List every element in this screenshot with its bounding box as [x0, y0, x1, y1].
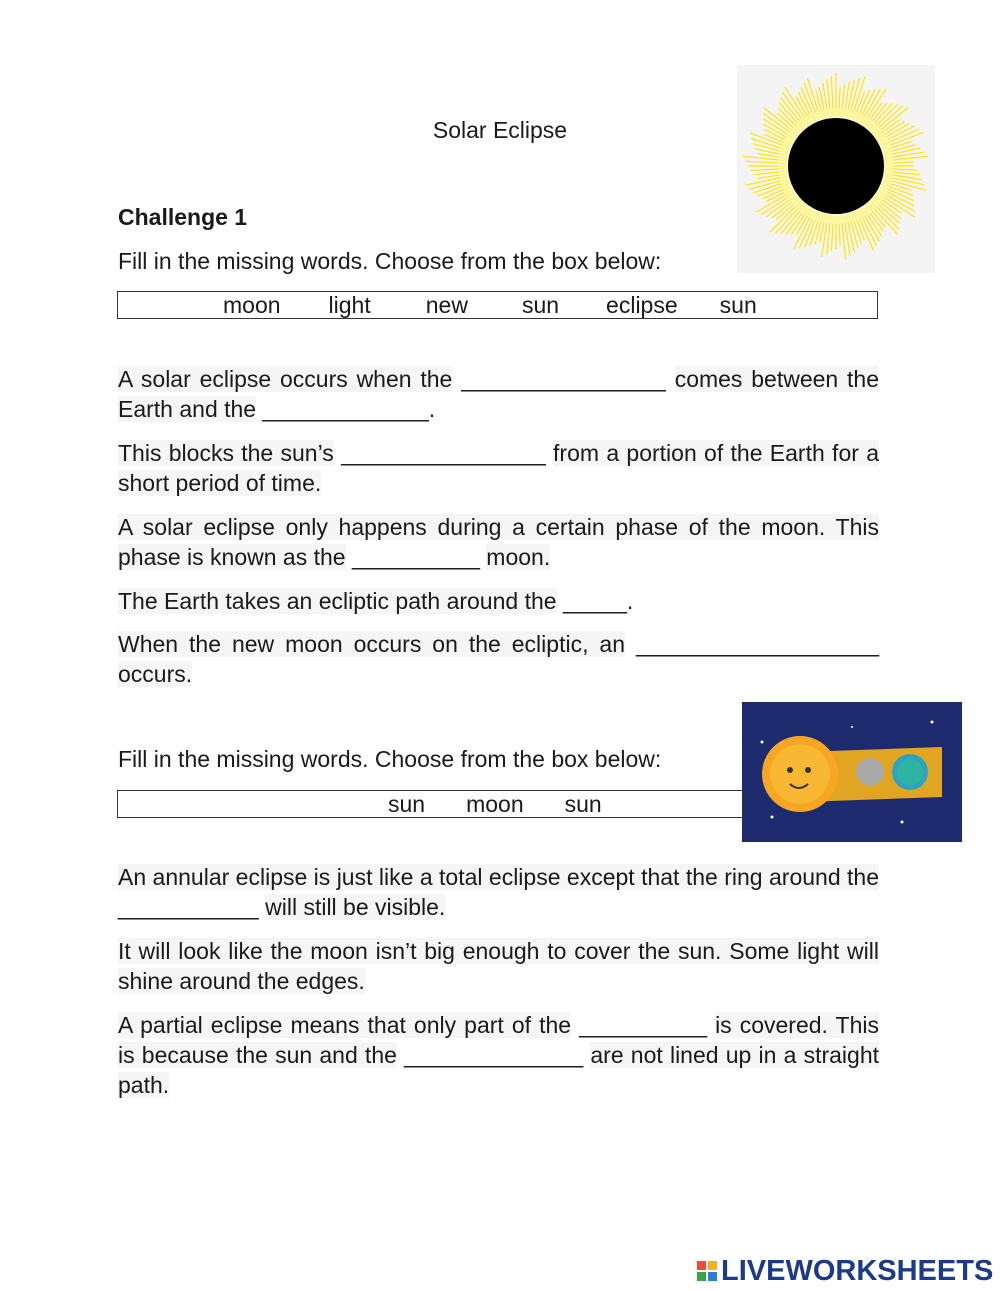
text: . [428, 396, 436, 422]
word-bank-item[interactable]: new [425, 291, 468, 318]
paragraph-2 [118, 438, 879, 498]
word-bank-item[interactable]: moon [223, 291, 281, 318]
text: will still be visible. [265, 894, 446, 920]
word-bank-2 [117, 790, 743, 818]
text: A solar eclipse only happens during a certain phase of the moon. This phase is known as the [118, 514, 879, 570]
word-bank-item[interactable]: sun [388, 790, 426, 817]
word-bank-1 [117, 291, 878, 319]
instruction-2: Fill in the missing words. Choose from the box below: [118, 746, 662, 772]
paragraph-8 [118, 1010, 879, 1100]
answer-blank[interactable]: __________ [579, 1012, 708, 1038]
paragraph-4 [118, 586, 879, 616]
text: . [626, 588, 634, 614]
text: When the new moon occurs on the ecliptic, an [118, 631, 625, 657]
text: A partial eclipse means that only part of the [118, 1012, 572, 1038]
text: are not lined up in a straight path. [118, 1042, 879, 1098]
answer-blank[interactable]: _____________ [262, 396, 429, 422]
sun-moon-earth-illustration [742, 702, 962, 842]
text: It will look like the moon isn’t big enough to cover the sun. Some light will shine around the edges. [118, 938, 879, 994]
paragraph-1 [118, 364, 879, 424]
word-bank-item[interactable]: moon [466, 790, 524, 817]
answer-blank[interactable]: ___________ [118, 894, 259, 920]
answer-blank[interactable]: ________________ [341, 440, 546, 466]
word-bank-item[interactable]: light [328, 291, 371, 318]
word-bank-item[interactable]: eclipse [606, 291, 678, 318]
word-bank-item[interactable]: sun [719, 291, 757, 318]
text: from a portion of the Earth for a short period of time. [118, 440, 879, 496]
text: An annular eclipse is just like a total eclipse except that the ring around the [118, 864, 879, 890]
paragraph-6 [118, 862, 879, 922]
eclipse-illustration [737, 65, 935, 273]
text: The Earth takes an ecliptic path around the [118, 588, 557, 614]
answer-blank[interactable]: __________ [351, 544, 480, 570]
text: comes between the Earth and the [118, 366, 880, 422]
text: This blocks the sun’s [118, 440, 334, 466]
liveworksheets-logo[interactable] [697, 1256, 993, 1286]
text: A solar eclipse occurs when the [118, 366, 453, 392]
logo-text: LIVEWORKSHEETS [721, 1254, 994, 1287]
page-title: Solar Eclipse [432, 117, 568, 143]
solar-system-image [742, 702, 962, 842]
challenge-heading: Challenge 1 [118, 204, 248, 230]
answer-blank[interactable]: ___________________ [635, 631, 880, 657]
text: moon. [486, 544, 551, 570]
word-bank-item[interactable]: sun [564, 790, 602, 817]
answer-blank[interactable]: _____ [562, 588, 627, 614]
paragraph-3 [118, 512, 879, 572]
answer-blank[interactable]: ________________ [461, 366, 666, 392]
text: occurs. [118, 661, 193, 687]
answer-blank[interactable]: ______________ [404, 1042, 584, 1068]
word-bank-item[interactable]: sun [521, 291, 560, 318]
eclipse-image [737, 65, 935, 273]
text: is covered. This is because the sun and the [118, 1012, 880, 1068]
logo-icon [697, 1261, 717, 1281]
paragraph-5 [118, 629, 879, 689]
instruction-1: Fill in the missing words. Choose from the box below: [118, 248, 662, 274]
paragraph-7 [118, 936, 879, 996]
